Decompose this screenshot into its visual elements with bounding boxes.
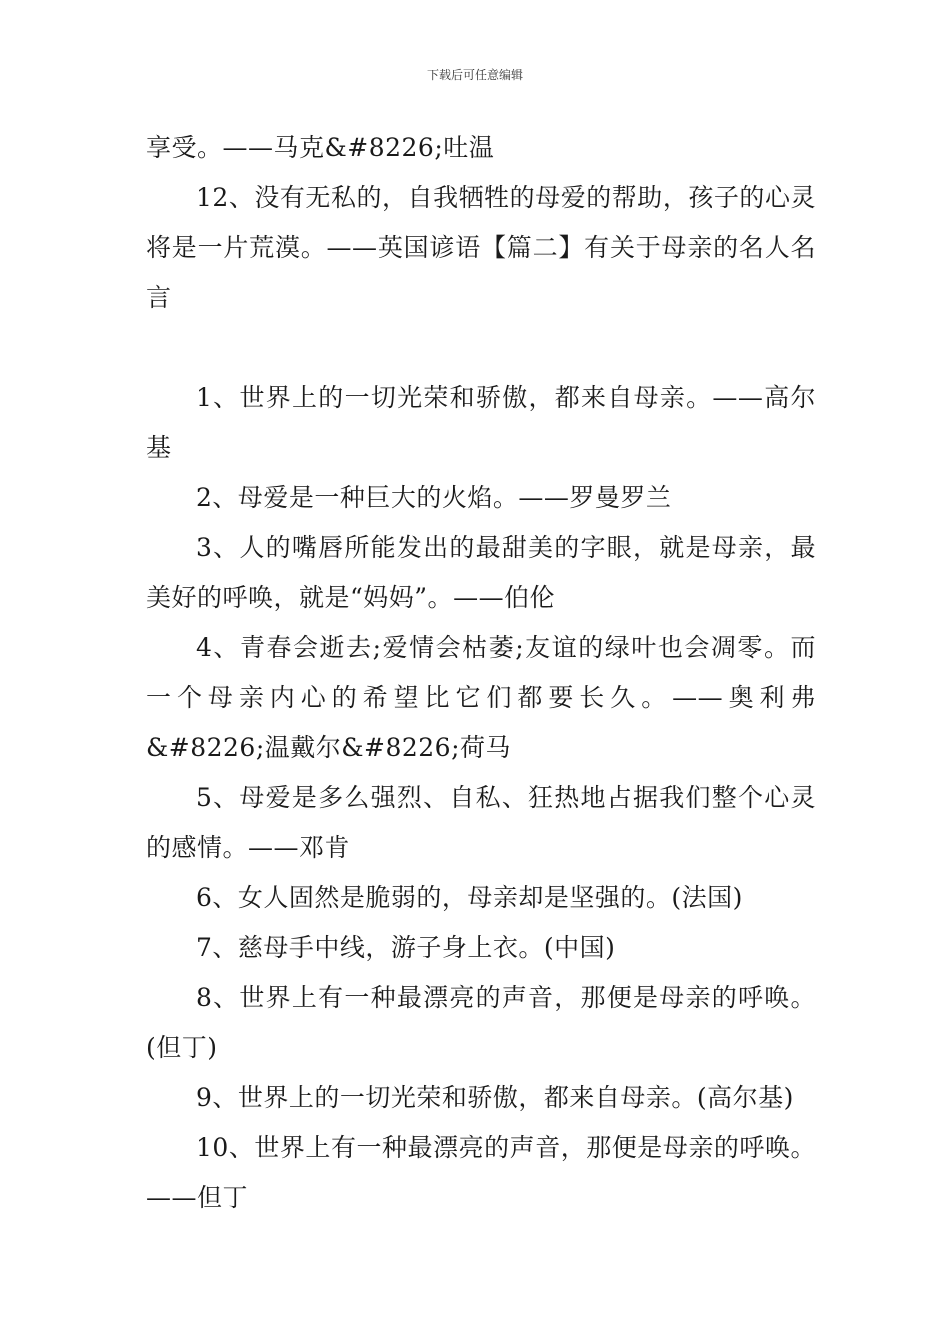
document-body bbox=[146, 123, 816, 1223]
paragraph-continuation: 享受。——马克&#8226;吐温 bbox=[146, 133, 495, 162]
quote-12: 12、没有无私的，自我牺牲的母爱的帮助，孩子的心灵将是一片荒漠。——英国谚语【篇二】有关于母亲的名人名言 bbox=[146, 183, 816, 312]
quote-5: 5、母爱是多么强烈、自私、狂热地占据我们整个心灵的感情。——邓肯 bbox=[146, 783, 816, 862]
quote-6: 6、女人固然是脆弱的，母亲却是坚强的。(法国) bbox=[196, 883, 743, 912]
quote-8: 8、世界上有一种最漂亮的声音，那便是母亲的呼唤。(但丁) bbox=[146, 983, 816, 1062]
quote-1: 1、世界上的一切光荣和骄傲，都来自母亲。——高尔基 bbox=[146, 383, 816, 462]
page-header: 下载后可任意编辑 bbox=[426, 68, 523, 82]
quote-9: 9、世界上的一切光荣和骄傲，都来自母亲。(高尔基) bbox=[196, 1083, 794, 1112]
quote-10: 10、世界上有一种最漂亮的声音，那便是母亲的呼唤。——但丁 bbox=[146, 1133, 816, 1212]
quote-3: 3、人的嘴唇所能发出的最甜美的字眼，就是母亲，最美好的呼唤，就是“妈妈”。——伯伦 bbox=[146, 533, 816, 612]
quote-7: 7、慈母手中线，游子身上衣。(中国) bbox=[196, 933, 616, 962]
quote-4: 4、青春会逝去;爱情会枯萎;友谊的绿叶也会凋零。而一个母亲内心的希望比它们都要长久。——奥利弗&#8226;温戴尔&#8226;荷马 bbox=[146, 633, 816, 762]
quote-2: 2、母爱是一种巨大的火焰。——罗曼罗兰 bbox=[196, 483, 672, 512]
